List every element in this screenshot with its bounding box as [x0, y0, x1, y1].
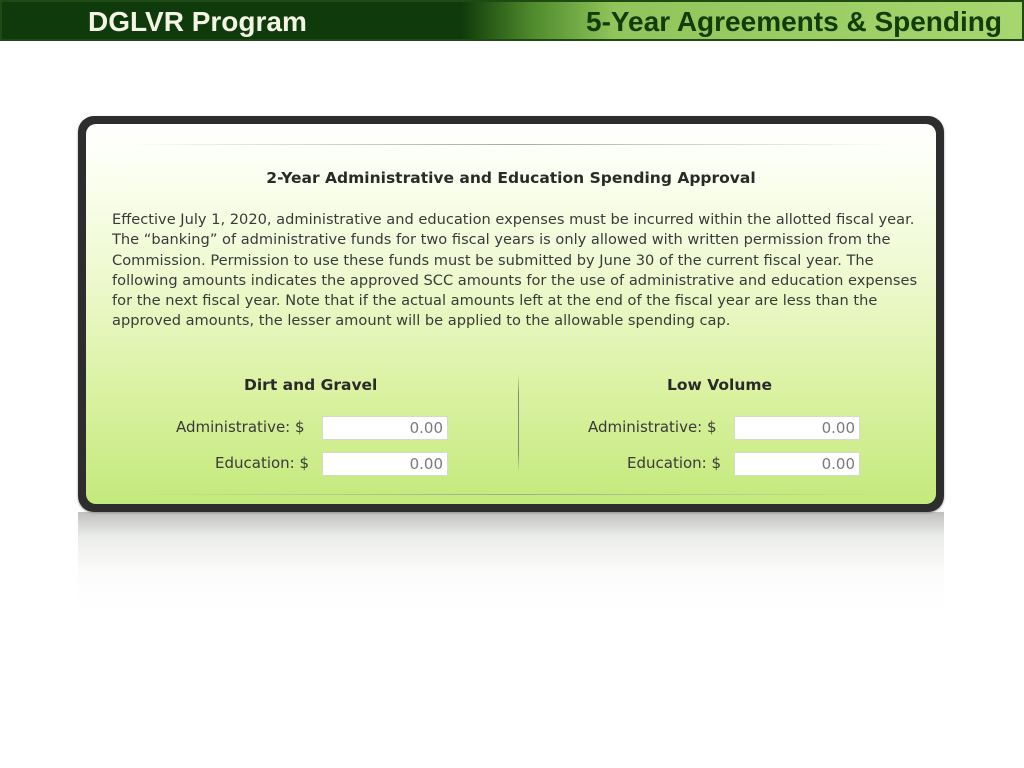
- dirt-gravel-education-label: Education: $: [215, 454, 310, 472]
- low-volume-administrative-label: Administrative: $: [588, 418, 717, 436]
- dirt-gravel-education-input[interactable]: 0.00: [322, 452, 448, 476]
- screenshot-frame: [78, 116, 944, 512]
- frame-reflection: [78, 512, 944, 612]
- spending-approval-panel: [86, 124, 936, 504]
- panel-title: 2-Year Administrative and Education Spending Approval: [266, 169, 756, 187]
- low-volume-heading: Low Volume: [667, 376, 773, 394]
- low-volume-education-label: Education: $: [627, 454, 722, 472]
- dirt-gravel-administrative-input[interactable]: 0.00: [322, 416, 448, 440]
- slide-header: [0, 0, 1024, 41]
- low-volume-administrative-input[interactable]: 0.00: [734, 416, 860, 440]
- panel-description: Effective July 1, 2020, administrative and education expenses must be incurred within the allotted fiscal year. The “banking” of administrative funds for two fiscal years is only allowed with written permission from the Commission. Permission to use these funds must be submitted by June 30 of the current fiscal year. The following amounts indicates the approved SCC amounts for the use of administrative and education expenses for the next fiscal year. Note that if the actual amounts left at the end of the fiscal year are less than the approved amounts, the lesser amount will be applied to the allowable spending cap.: [112, 211, 918, 330]
- top-divider: [126, 144, 896, 145]
- section-divider: [518, 374, 519, 472]
- dirt-gravel-heading: Dirt and Gravel: [244, 376, 378, 394]
- slide-title: 5-Year Agreements & Spending: [586, 6, 1002, 37]
- program-title: DGLVR Program: [88, 6, 307, 37]
- dirt-gravel-administrative-label: Administrative: $: [176, 418, 305, 436]
- low-volume-education-input[interactable]: 0.00: [734, 452, 860, 476]
- bottom-divider: [126, 494, 896, 495]
